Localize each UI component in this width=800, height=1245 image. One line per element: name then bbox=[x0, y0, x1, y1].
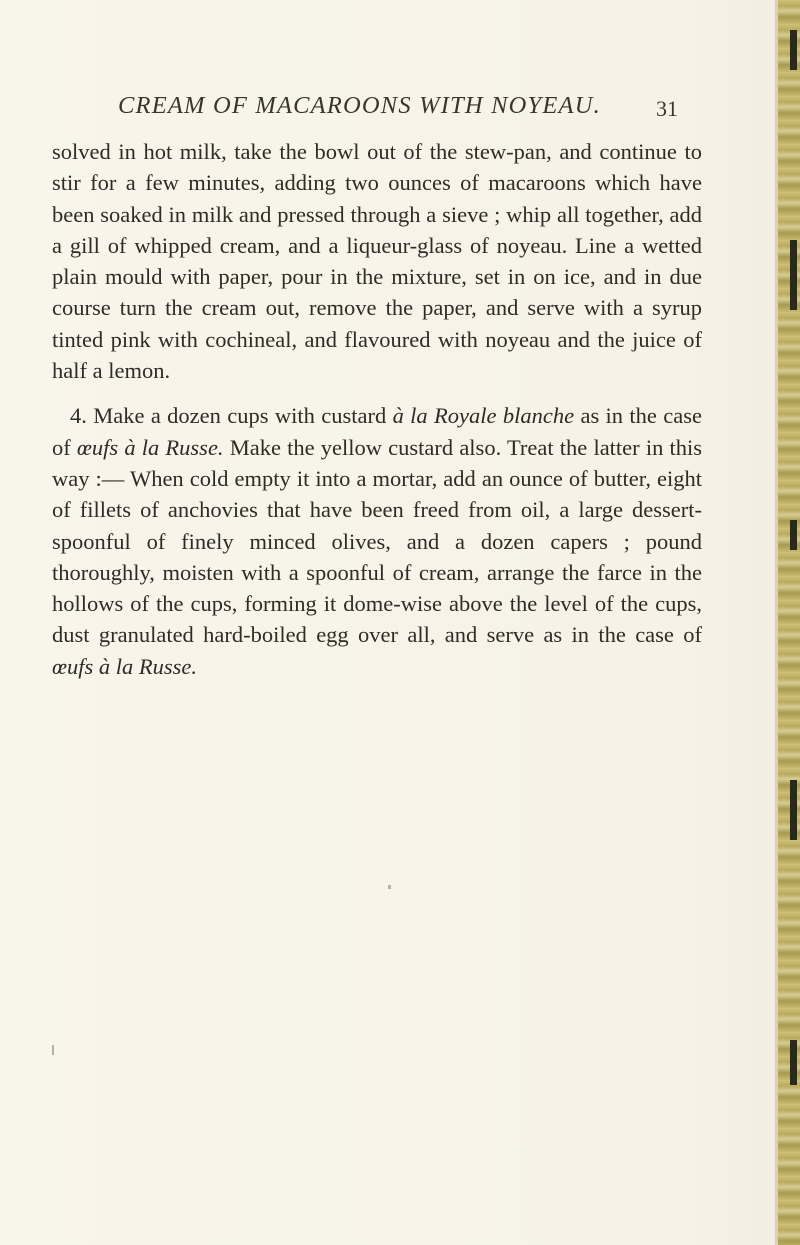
paragraph-2-text-c: Make the yellow custard also. Treat the latter in this way :— When cold empty it into a mortar, add an ounce of butter, eight of fillets of anchovies that have been freed from oil, a large dessert-spoonful of finely minced olives, and a dozen capers ; pound thoroughly, moisten with a spoonful of cream, arrange the farce in the hollows of the cups, forming it dome-wise above the level of the cups, dust granulated hard-boiled egg over all, and serve as in the case of bbox=[52, 434, 703, 648]
binding-mark bbox=[790, 1040, 797, 1085]
binding-mark bbox=[790, 30, 797, 70]
running-title: CREAM OF MACAROONS WITH NOYEAU. bbox=[118, 92, 601, 119]
page-number: 31 bbox=[656, 96, 678, 121]
binding-mark bbox=[790, 240, 797, 310]
body-text bbox=[52, 136, 702, 682]
paragraph-2-text-b: as in the case of bbox=[52, 403, 702, 460]
page-header bbox=[112, 90, 752, 130]
paragraph-2-italic-b: œufs à la Russe. bbox=[76, 434, 224, 460]
paragraph-1: solved in hot milk, take the bowl out of the stew-pan, and continue to stir for a few minutes, adding two ounces of macaroons which have been soaked in milk and pressed through a sieve ; whip all together, add a gill of whipped cream, and a liqueur-glass of noyeau. Line a wetted plain mould with paper, pour in the mixture, set in on ice, and in due course turn the cream out, remove the paper, and serve with a syrup tinted pink with cochineal, and flavoured with noyeau and the juice of half a lemon. bbox=[52, 139, 702, 384]
binding-mark bbox=[790, 780, 797, 840]
paper-speck bbox=[388, 885, 391, 889]
paragraph-2-italic-a: à la Royale blanche bbox=[392, 403, 575, 429]
paragraph-2 bbox=[52, 400, 702, 682]
paper-speck bbox=[52, 1045, 54, 1055]
paragraph-2-text-a: 4. Make a dozen cups with custard bbox=[70, 403, 393, 429]
paragraph-2-italic-c: œufs à la Russe. bbox=[52, 653, 198, 679]
binding-mark bbox=[790, 520, 797, 550]
